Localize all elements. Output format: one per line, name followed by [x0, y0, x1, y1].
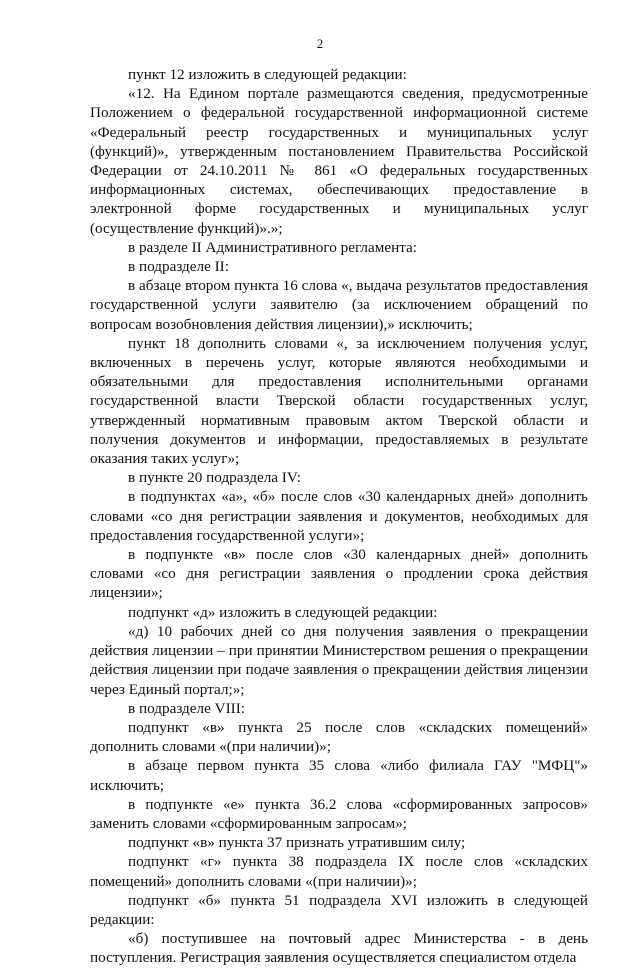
paragraph: подпункт «г» пункта 38 подраздела IX после слов «складских помещений» дополнить словами «(при наличии)»; — [90, 853, 588, 890]
paragraph: подпункт «б» пункта 51 подраздела XVI изложить в следующей редакции: — [90, 891, 588, 928]
paragraph: «д) 10 рабочих дней со дня получения заявления о прекращении действия лицензии – при принятии Министерством решения о прекращении действия лицензии при подаче заявления о прекращении действия лицензии через Единый портал;»; — [90, 622, 588, 698]
paragraph: в разделе II Административного регламента: — [128, 238, 417, 256]
document-text — [90, 65, 588, 968]
paragraph: подпункт «в» пункта 37 признать утратившим силу; — [128, 834, 466, 852]
paragraph: подпункт «в» пункта 25 после слов «складских помещений» дополнить словами «(при наличии)»; — [90, 718, 588, 756]
paragraph: в подпункте «е» пункта 36.2 слова «сформированных запросов» заменить словами «сформированным запросам»; — [90, 795, 588, 832]
paragraph: пункт 12 изложить в следующей редакции: — [128, 66, 407, 83]
paragraph: в подпунктах «а», «б» после слов «30 календарных дней» дополнить словами «со дня регистрации заявления и документов, необходимых для предоставления государственной услуги»; — [90, 488, 588, 544]
paragraph: в абзаце первом пункта 35 слова «либо филиала ГАУ "МФЦ"» исключить; — [90, 757, 588, 794]
paragraph: подпункт «д» изложить в следующей редакции: — [128, 603, 438, 621]
paragraph: в подразделе II: — [128, 258, 229, 276]
paragraph: в подпункте «в» после слов «30 календарных дней» дополнить словами «со дня регистрации заявления о продлении срока действия лицензии»; — [90, 546, 588, 602]
page-number: 2 — [316, 36, 324, 51]
paragraph: «б) поступившее на почтовый адрес Министерства - в день поступления. Регистрация заявления осуществляется специалистом отдела — [90, 930, 588, 967]
paragraph: в абзаце втором пункта 16 слова «, выдача результатов предоставления государственной услуги заявителю (за исключением обращений по вопросам возобновления действия лицензии),» исключить; — [90, 277, 588, 333]
paragraph: в подразделе VIII: — [128, 699, 245, 717]
paragraph: в пункте 20 подраздела IV: — [128, 469, 301, 487]
paragraph: «12. На Едином портале размещаются сведения, предусмотренные Положением о федеральной государственной информационной системе «Федеральный реестр государственных и муниципальных услуг (функций)», утвержденным постановлением Правительства Российской Федерации от 24.10.2011 № 861 «О федеральных государственных информационных системах, обеспечивающих предоставление в электронной форме государственных и муниципальных услуг (осуществление функций)».»; — [90, 85, 588, 237]
paragraph: пункт 18 дополнить словами «, за исключением получения услуг, включенных в перечень услуг, которые являются необходимыми и обязательными для предоставления исполнительными органами государственной власти Тверской области государственных услуг, утвержденный нормативным правовым актом Тверской области и получения документов и информации, предоставляемых в результате оказания таких услуг»; — [90, 334, 588, 468]
